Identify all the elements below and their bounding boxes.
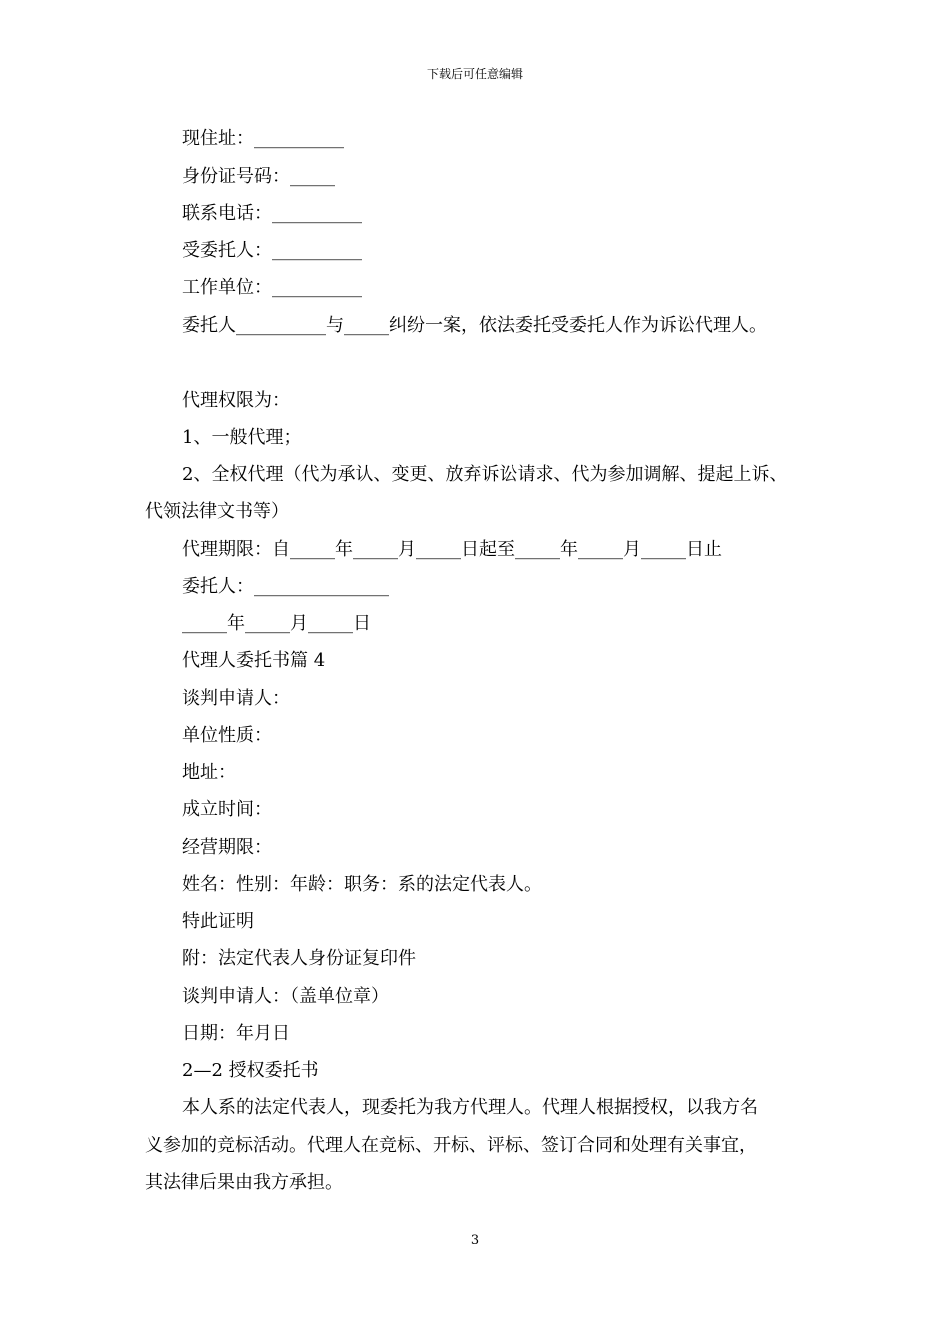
- text-line: 特此证明: [182, 911, 254, 932]
- text-line: 日期：年月日: [182, 1023, 290, 1044]
- text-line: 地址：: [182, 762, 236, 783]
- text-line: 受委托人：__________: [182, 240, 362, 261]
- text-line: 现住址：__________: [182, 128, 344, 149]
- text-line: 委托人：_______________: [182, 576, 389, 597]
- section-title: 2—2 授权委托书: [182, 1060, 319, 1081]
- text-line: 工作单位：__________: [182, 277, 362, 298]
- text-line: 1、一般代理；: [182, 427, 302, 448]
- section-title: 代理人委托书篇 4: [182, 650, 326, 671]
- text-line: 谈判申请人：（盖单位章）: [182, 986, 389, 1007]
- page-header: 下载后可任意编辑: [426, 67, 523, 81]
- text-line: 身份证号码：_____: [182, 166, 335, 187]
- text-line: 义参加的竞标活动。代理人在竞标、开标、评标、签订合同和处理有关事宜，: [145, 1135, 757, 1156]
- text-line: 附：法定代表人身份证复印件: [182, 948, 416, 969]
- text-line: 单位性质：: [182, 725, 272, 746]
- text-line: 经营期限：: [182, 837, 272, 858]
- text-line: 代理期限：自_____年_____月_____日起至_____年_____月_____日止: [182, 539, 722, 560]
- page-number: 3: [470, 1233, 480, 1248]
- text-line: 代领法律文书等）: [145, 501, 289, 522]
- text-line: 成立时间：: [182, 799, 272, 820]
- text-line: 委托人__________与_____纠纷一案，依法委托受委托人作为诉讼代理人。: [182, 315, 767, 336]
- text-line: 2、全权代理（代为承认、变更、放弃诉讼请求、代为参加调解、提起上诉、: [182, 464, 788, 485]
- text-line: 谈判申请人：: [182, 688, 290, 709]
- text-line: 本人系的法定代表人，现委托为我方代理人。代理人根据授权，以我方名: [182, 1097, 758, 1118]
- text-line: 联系电话：__________: [182, 203, 362, 224]
- text-line: 其法律后果由我方承担。: [145, 1172, 343, 1193]
- text-line: 姓名：性别：年龄：职务：系的法定代表人。: [182, 874, 542, 895]
- text-line: 代理权限为：: [182, 390, 290, 411]
- text-line: _____年_____月_____日: [182, 613, 371, 634]
